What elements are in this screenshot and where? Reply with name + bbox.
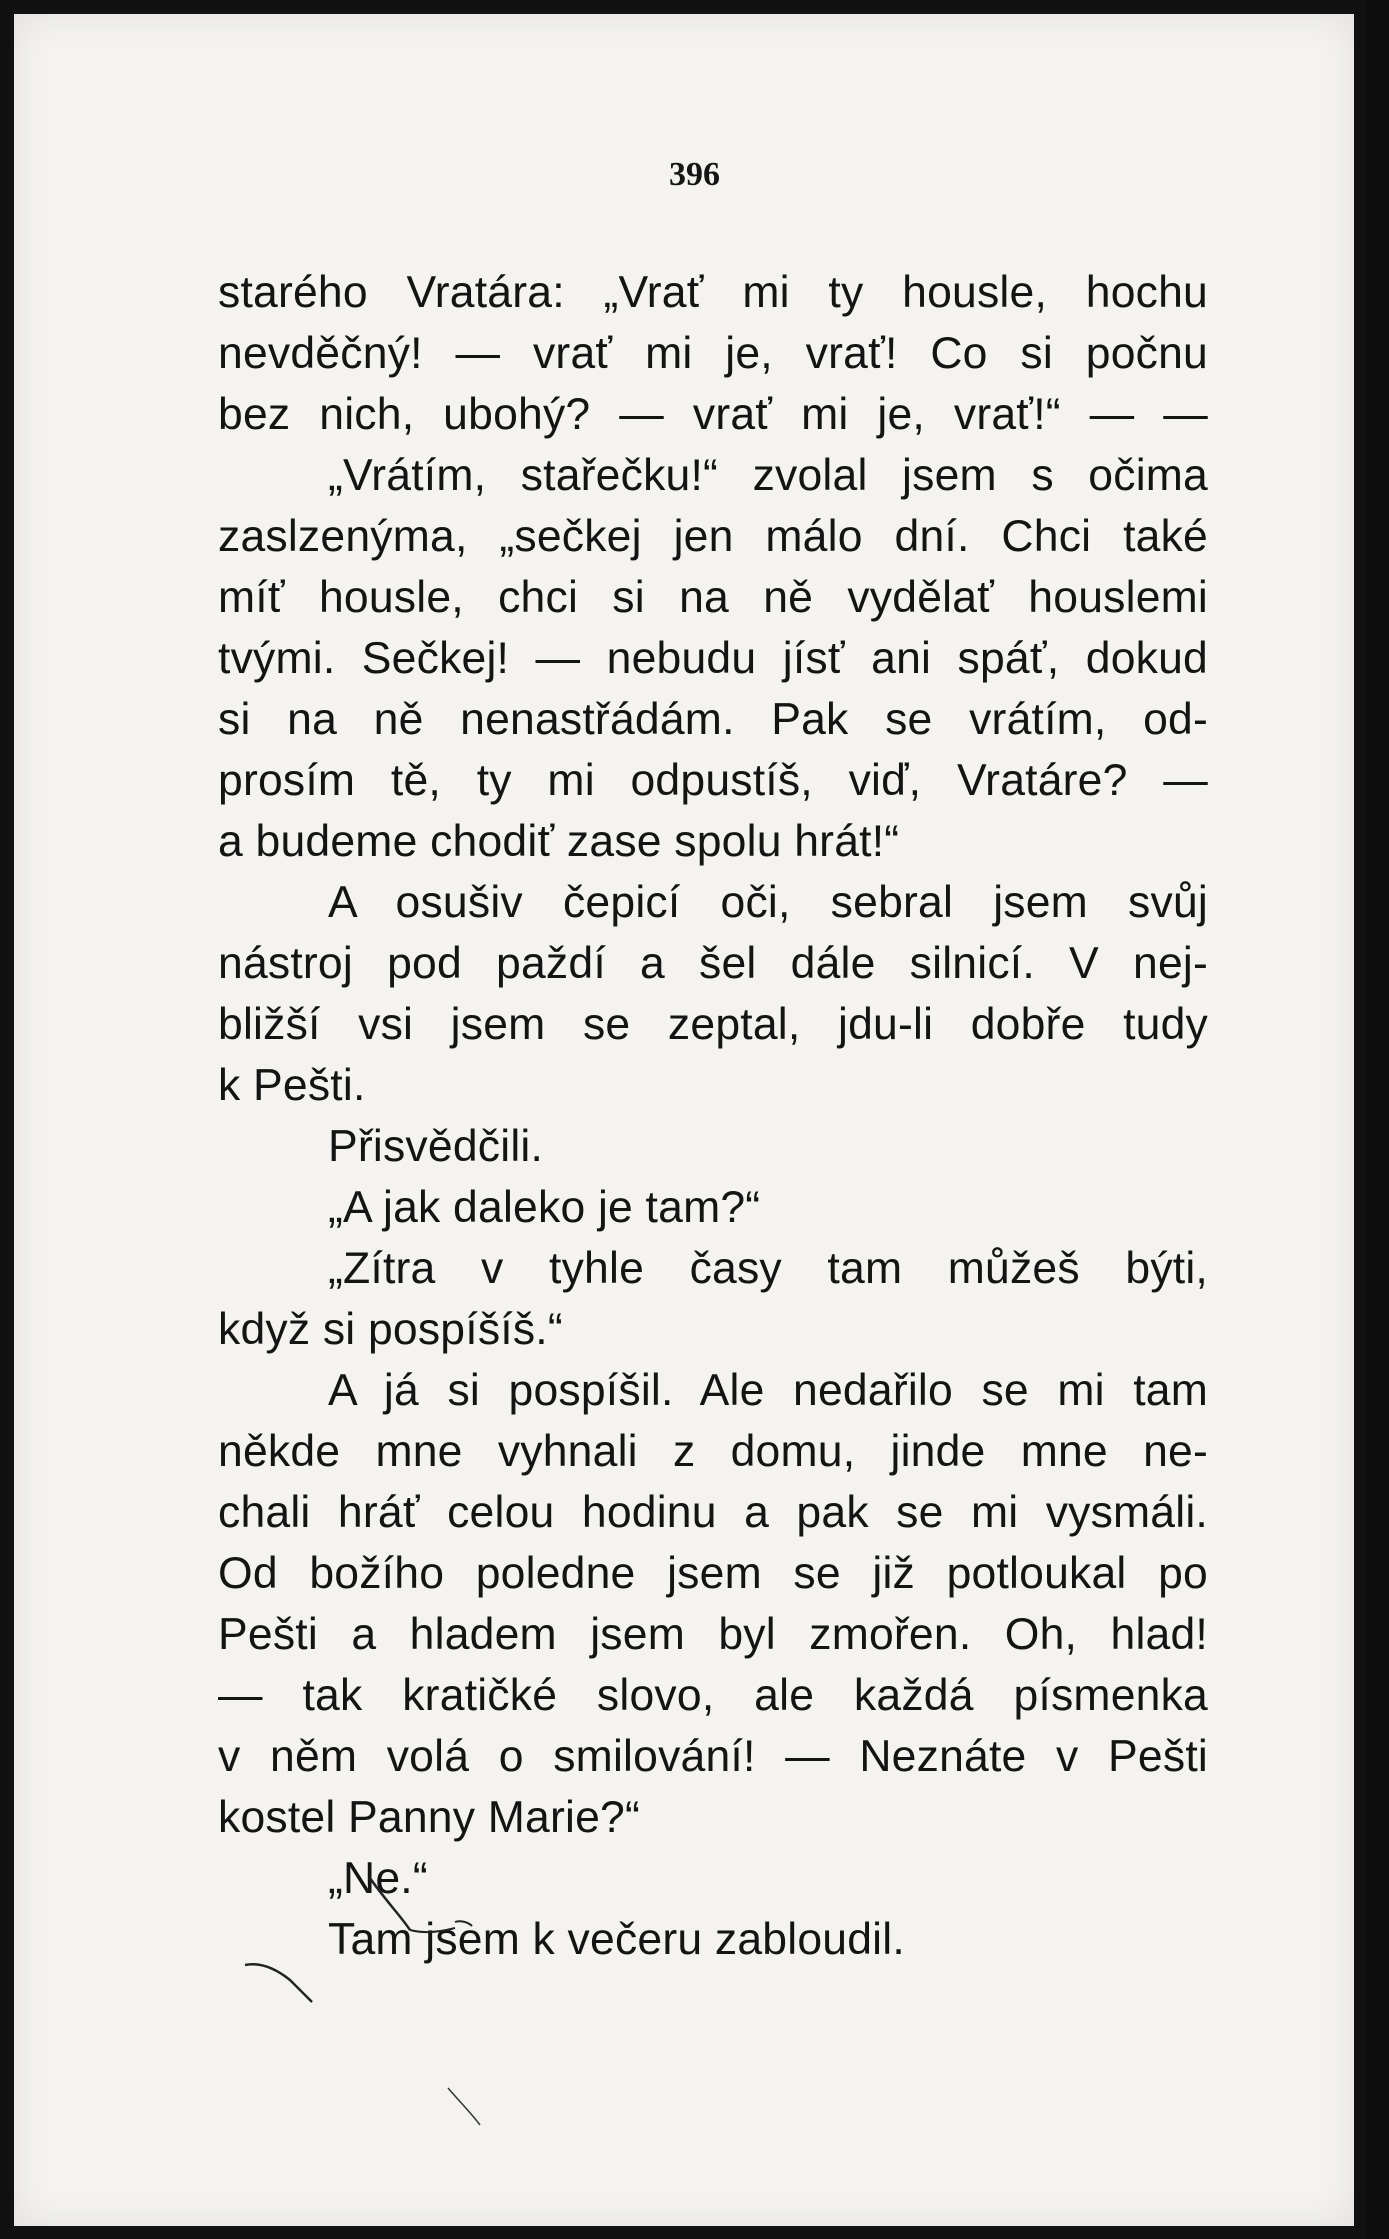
text-line: tvými. Sečkej! — nebudu jísť ani spáť, dokud: [218, 634, 1208, 683]
text-line: Pešti a hladem jsem byl zmořen. Oh, hlad!: [218, 1610, 1208, 1659]
page-edge-shadow: [1367, 0, 1389, 2239]
text-line: „Ne.“: [328, 1854, 428, 1903]
text-line: bez nich, ubohý? — vrať mi je, vrať!“ — —: [218, 390, 1208, 439]
text-line: nástroj pod paždí a šel dále silnicí. V nej-: [218, 939, 1208, 988]
text-line: A osušiv čepicí oči, sebral jsem svůj: [328, 878, 1208, 927]
text-line: si na ně nenastřádám. Pak se vrátím, od-: [218, 695, 1208, 744]
text-line: „Vrátím, stařečku!“ zvolal jsem s očima: [328, 451, 1208, 500]
text-line: v něm volá o smilování! — Neznáte v Pešti: [218, 1732, 1208, 1781]
text-line: kostel Panny Marie?“: [218, 1793, 640, 1842]
text-line: zaslzenýma, „sečkej jen málo dní. Chci také: [218, 512, 1208, 561]
text-line: Od božího poledne jsem se již potloukal po: [218, 1549, 1208, 1598]
text-line: a budeme chodiť zase spolu hrát!“: [218, 817, 900, 866]
text-line: — tak kratičké slovo, ale každá písmenka: [218, 1671, 1208, 1720]
text-line: chali hráť celou hodinu a pak se mi vysmáli.: [218, 1488, 1208, 1537]
text-line: k Pešti.: [218, 1061, 366, 1110]
text-line: když si pospíšíš.“: [218, 1305, 563, 1354]
text-line: Přisvědčili.: [328, 1122, 544, 1171]
text-line: někde mne vyhnali z domu, jinde mne ne-: [218, 1427, 1208, 1476]
text-line: míť housle, chci si na ně vydělať houslemi: [218, 573, 1208, 622]
body-text: [218, 262, 1208, 1970]
text-line: bližší vsi jsem se zeptal, jdu-li dobře tudy: [218, 1000, 1208, 1049]
text-line: A já si pospíšil. Ale nedařilo se mi tam: [328, 1366, 1208, 1415]
text-line: nevděčný! — vrať mi je, vrať! Co si počnu: [218, 329, 1208, 378]
text-line: „A jak daleko je tam?“: [328, 1183, 761, 1232]
text-line: prosím tě, ty mi odpustíš, viď, Vratáre? —: [218, 756, 1208, 805]
page-number: 396: [669, 156, 720, 193]
text-line: „Zítra v tyhle časy tam můžeš býti,: [328, 1244, 1208, 1293]
text-line: starého Vratára: „Vrať mi ty housle, hochu: [218, 268, 1208, 317]
text-line: Tam jsem k večeru zabloudil.: [328, 1915, 905, 1964]
